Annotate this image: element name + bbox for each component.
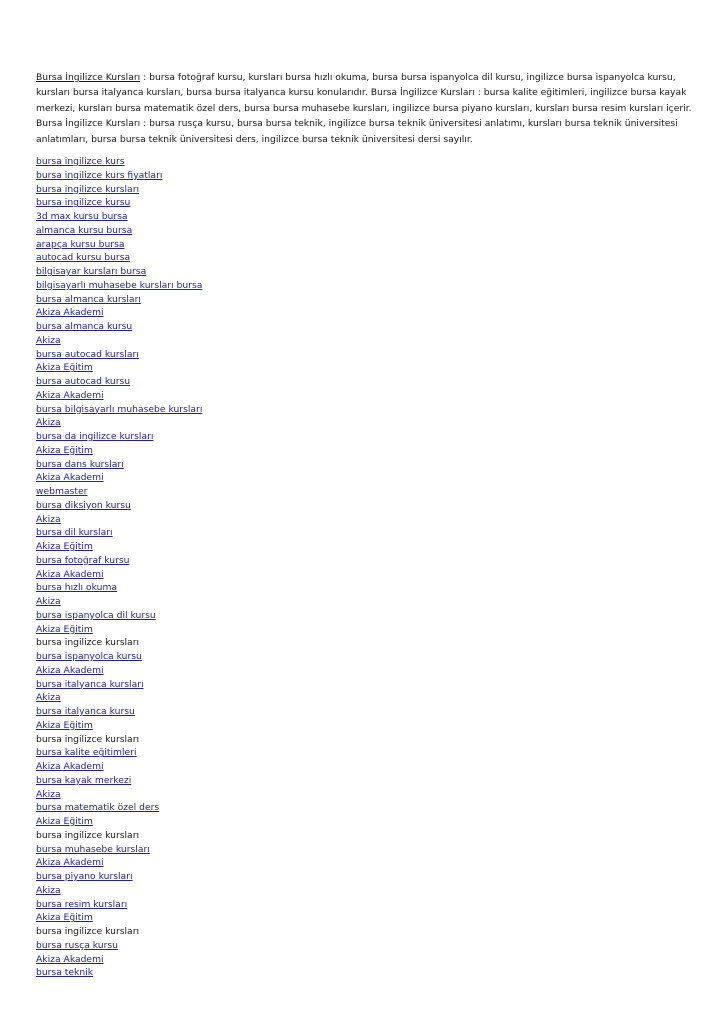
list-item [36,884,696,898]
list-item-link[interactable]: bursa diksiyon kursu [36,499,131,511]
list-item [36,348,696,362]
list-item [36,829,696,843]
list-item-text: bursa ingilizce kursları [36,926,140,938]
list-item [36,719,696,733]
list-item [36,925,696,939]
list-item [36,609,696,623]
list-item [36,911,696,925]
list-item-link[interactable]: Akiza [36,596,61,608]
list-item-link[interactable]: Akiza [36,513,61,525]
list-item-link[interactable]: Akiza Akademi [36,472,104,484]
list-item-link[interactable]: Akiza Akademi [36,568,104,580]
list-item [36,568,696,582]
list-item [36,966,696,980]
list-item-link[interactable]: Akiza [36,417,61,429]
list-item [36,224,696,238]
list-item-text: bursa ingilizce kursları [36,637,140,649]
list-item-link[interactable]: autocad kursu bursa [36,252,131,264]
list-item-link[interactable]: Akiza Eğitim [36,623,93,635]
list-item-link[interactable]: Akiza [36,788,61,800]
list-item [36,485,696,499]
list-item [36,774,696,788]
list-item [36,334,696,348]
list-item [36,279,696,293]
list-item-link[interactable]: Akiza Eğitim [36,719,93,731]
list-item-link[interactable]: bursa ingilizce kurs [36,156,125,168]
list-item [36,801,696,815]
list-item [36,898,696,912]
list-item-link[interactable]: Akiza Akademi [36,761,104,773]
list-item-link[interactable]: bursa kayak merkezi [36,774,132,786]
list-item-link[interactable]: Akiza Eğitim [36,816,93,828]
list-item [36,746,696,760]
list-item [36,953,696,967]
list-item-link[interactable]: Akiza [36,692,61,704]
list-item [36,636,696,650]
list-item [36,705,696,719]
list-item-link[interactable]: Akiza Akademi [36,953,104,965]
list-item-link[interactable]: bursa bilgisayarlı muhasebe kursları [36,403,203,415]
list-item-link[interactable]: bursa matematik özel ders [36,802,160,814]
list-item-link[interactable]: bursa ispanyolca kursu [36,651,142,663]
list-item [36,733,696,747]
list-item-link[interactable]: bursa hızlı okuma [36,582,118,594]
list-item-link[interactable]: Akiza Akademi [36,664,104,676]
list-item [36,815,696,829]
list-item-link[interactable]: bursa italyanca kursları [36,678,144,690]
list-item-link[interactable]: webmaster [36,486,88,498]
list-item [36,499,696,513]
list-item [36,526,696,540]
list-item-link[interactable]: bursa rusça kursu [36,939,119,951]
list-item-link[interactable]: bursa autocad kursu [36,376,131,388]
list-item-link[interactable]: bursa dans kursları [36,458,124,470]
list-item-link[interactable]: bilgisayar kursları bursa [36,266,147,278]
list-item-link[interactable]: Akiza Eğitim [36,541,93,553]
list-item-link[interactable]: bursa ingilizce kurs fiyatları [36,169,163,181]
list-item-link[interactable]: Akiza Akademi [36,307,104,319]
list-item-link[interactable]: almanca kursu bursa [36,224,133,236]
intro-paragraph [36,70,696,147]
list-item-link[interactable]: bursa piyano kursları [36,871,133,883]
list-item [36,389,696,403]
list-item-link[interactable]: arapça kursu bursa [36,238,125,250]
list-item [36,265,696,279]
list-item-link[interactable]: 3d max kursu bursa [36,211,128,223]
list-item-link[interactable]: bursa teknik [36,967,94,979]
list-item [36,843,696,857]
list-item [36,664,696,678]
list-item [36,471,696,485]
list-item [36,183,696,197]
list-item [36,856,696,870]
list-item-link[interactable]: bursa almanca kursları [36,293,141,305]
list-item-link[interactable]: bursa fotoğraf kursu [36,554,130,566]
list-item [36,650,696,664]
list-item-link[interactable]: Akiza Eğitim [36,912,93,924]
list-item [36,196,696,210]
list-item-link[interactable]: Akiza Eğitim [36,444,93,456]
list-item [36,375,696,389]
list-item [36,678,696,692]
list-item [36,306,696,320]
list-item-link[interactable]: bursa autocad kursları [36,348,139,360]
list-item-link[interactable]: bursa dil kursları [36,527,113,539]
list-item-link[interactable]: Akiza [36,334,61,346]
list-item [36,155,696,169]
list-item-link[interactable]: bursa italyanca kursu [36,706,135,718]
list-item [36,430,696,444]
list-item [36,554,696,568]
list-item [36,458,696,472]
list-item-link[interactable]: bursa muhasebe kursları [36,843,150,855]
list-item-text: bursa ingilizce kursları [36,829,140,841]
list-item [36,581,696,595]
list-item-link[interactable]: bursa kalite eğitimleri [36,747,137,759]
list-item [36,939,696,953]
list-item [36,691,696,705]
list-item [36,293,696,307]
list-item [36,416,696,430]
list-item [36,251,696,265]
list-item [36,788,696,802]
list-item-link[interactable]: bursa ingilizce kursu [36,197,131,209]
list-item-link[interactable]: bursa almanca kursu [36,321,133,333]
list-item-text: bursa ingilizce kursları [36,733,140,745]
list-item [36,513,696,527]
list-item-link[interactable]: Akiza Akademi [36,857,104,869]
list-item-link[interactable]: bursa ingilizce kursları [36,183,140,195]
link-list [36,155,696,980]
list-item-link[interactable]: Akiza Akademi [36,389,104,401]
list-item [36,169,696,183]
list-item [36,210,696,224]
intro-lead-link[interactable]: Bursa İngilizce Kursları [36,72,141,83]
list-item-link[interactable]: bursa da ingilizce kursları [36,431,154,443]
list-item-link[interactable]: bursa ispanyolca dil kursu [36,609,156,621]
intro-body-text: : bursa fotoğraf kursu, kursları bursa hızlı okuma, bursa bursa ispanyolca dil kursu, ingilizce bursa ispanyolca kursu, kursları bursa italyanca kursları, bursa bursa italyanca kursu konularıdır. Bursa İngilizce Kursları : bursa kalite eğitimleri, ingilizce bursa kayak merkezi, kursları bursa matematik özel ders, bursa bursa muhasebe kursları, ingilizce bursa piyano kursları, kursları bursa resim kursları içerir. Bursa İngilizce Kursları : bursa rusça kursu, bursa bursa teknik, ingilizce bursa teknik üniversitesi anlatımı, kursları bursa teknik üniversitesi anlatımları, bursa bursa teknik üniversitesi ders, ingilizce bursa teknik üniversitesi dersi sayılır. [36,72,692,145]
list-item [36,403,696,417]
document-page [36,70,696,980]
list-item [36,870,696,884]
list-item [36,760,696,774]
list-item-link[interactable]: bilgisayarlı muhasebe kursları bursa [36,279,203,291]
list-item [36,361,696,375]
list-item [36,540,696,554]
list-item [36,238,696,252]
list-item [36,444,696,458]
list-item [36,623,696,637]
list-item-link[interactable]: Akiza Eğitim [36,362,93,374]
list-item-link[interactable]: bursa resim kursları [36,898,128,910]
list-item [36,320,696,334]
list-item-link[interactable]: Akiza [36,884,61,896]
list-item [36,595,696,609]
